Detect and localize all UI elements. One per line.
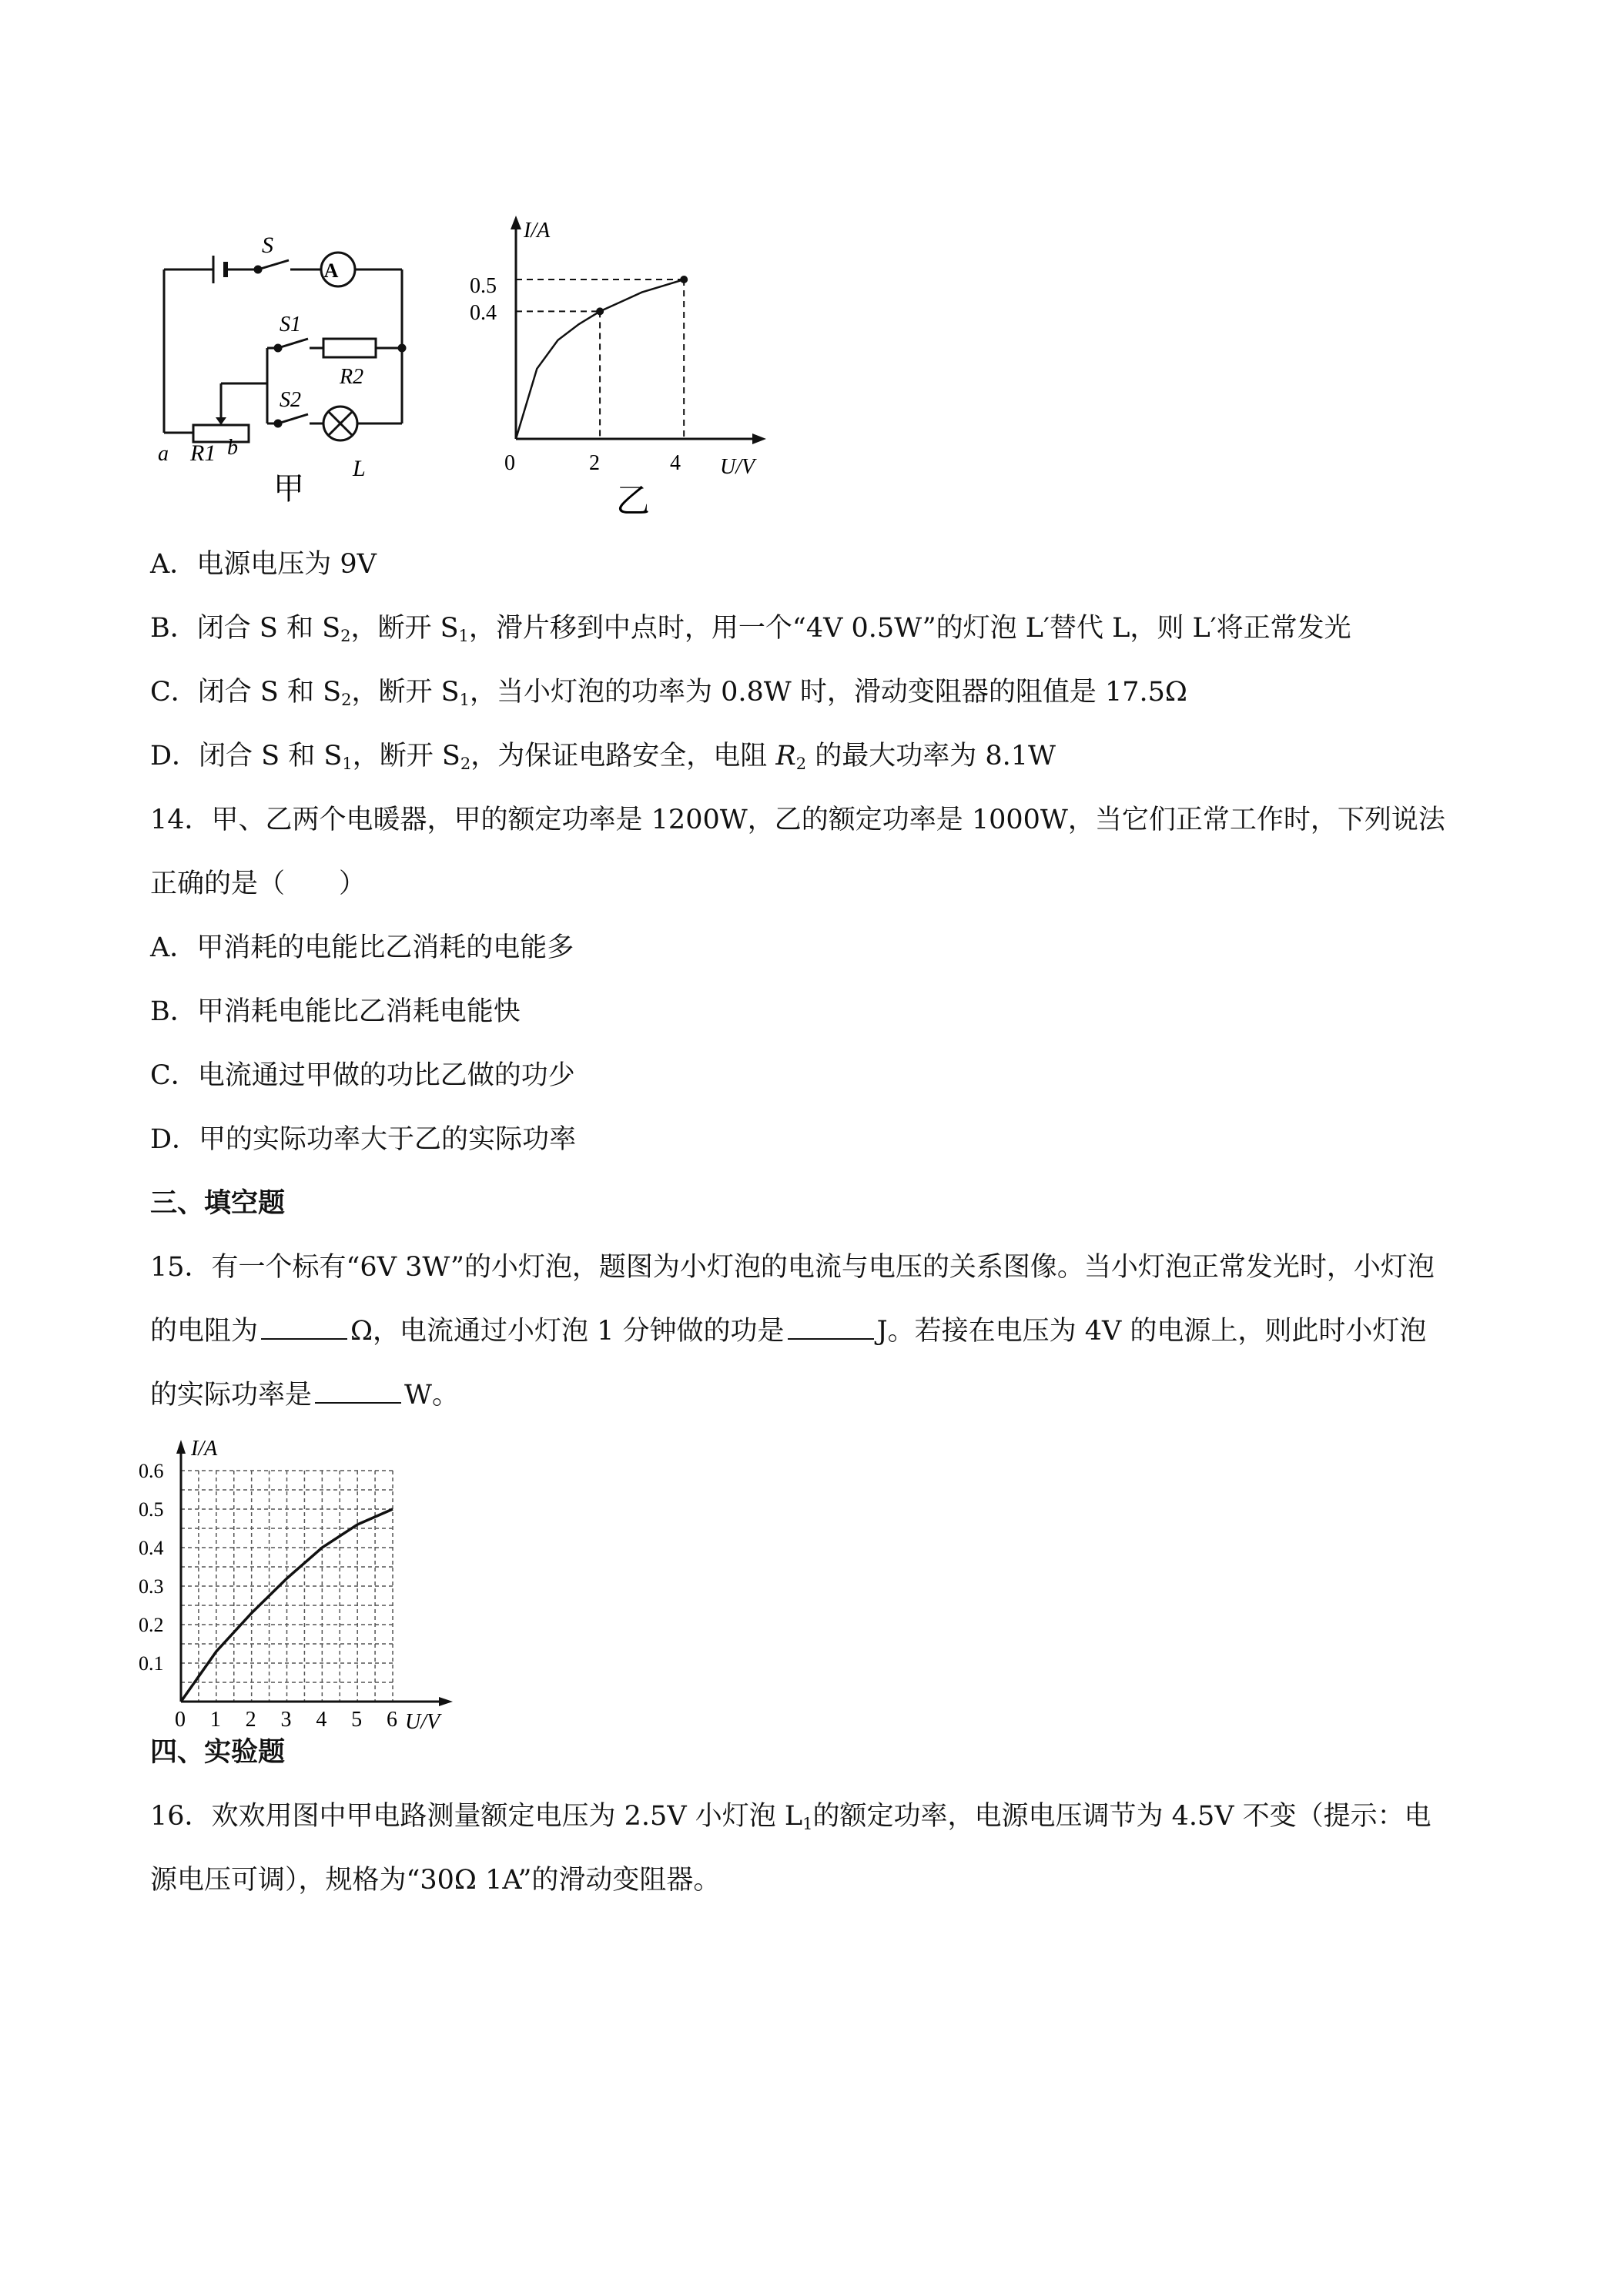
label-s1: S1: [280, 313, 301, 336]
answer-blank-power[interactable]: [315, 1379, 401, 1404]
q14-option-d: D．甲的实际功率大于乙的实际功率: [150, 1124, 577, 1155]
label-b: b: [227, 436, 238, 460]
r2-resistor: [323, 339, 376, 357]
label-s2: S2: [280, 388, 301, 412]
yi-x-label: U/V: [720, 455, 755, 479]
label-a: a: [158, 442, 169, 466]
lamp-xtick: 3: [280, 1708, 292, 1732]
yi-ytick-0.4: 0.4: [470, 301, 497, 325]
q14-option-b: B．甲消耗电能比乙消耗电能快: [150, 996, 521, 1027]
yi-y-label: I/A: [524, 219, 551, 243]
yi-point-0: [596, 307, 604, 315]
lamp-x-label: U/V: [405, 1710, 440, 1732]
q13-option-d: D．闭合 S 和 $S_1$，断开 $S_2$，为保证电路安全，电阻 $R_2$ 的最大功率为 8.1W: [150, 741, 1056, 773]
q15-line3: 的实际功率是 W。: [150, 1380, 459, 1411]
lamp-y-label: I/A: [191, 1437, 218, 1461]
yi-xtick-4: 4: [670, 451, 681, 475]
section-experiment-heading: 四、实验题: [150, 1737, 286, 1768]
r1-rheostat: [193, 425, 249, 442]
circuit-diagram: [150, 216, 427, 508]
q13-option-c: C．闭合 S 和 $S_2$，断开 $S_1$，当小灯泡的功率为 0.8W 时，滑动变阻器的阻值是 17.5Ω: [150, 677, 1187, 709]
lamp-y-arrow: [176, 1440, 186, 1454]
lamp-xtick: 0: [175, 1708, 186, 1732]
section-fill-in-heading: 三、填空题: [150, 1188, 286, 1219]
lamp-ytick: 0.1: [139, 1652, 164, 1675]
q15-line2: 的电阻为 Ω，电流通过小灯泡 1 分钟做的功是 J。若接在电压为 4V 的电源上，则此时小灯泡: [150, 1316, 1427, 1347]
lamp-xtick: 1: [209, 1708, 221, 1732]
q13-option-a: A．电源电压为 9V: [150, 549, 377, 580]
y-axis-arrow: [511, 216, 521, 229]
q16-line2: 源电压可调），规格为“30Ω 1A”的滑动变阻器。: [150, 1865, 721, 1896]
graph-yi-svg: [462, 208, 785, 516]
yi-xtick-2: 2: [589, 451, 600, 475]
yi-ytick-0.5: 0.5: [470, 274, 497, 298]
lamp-xtick: 2: [245, 1708, 256, 1732]
lamp-xtick: 6: [387, 1708, 397, 1732]
lamp-ytick: 0.2: [139, 1614, 164, 1636]
lamp-xtick: 4: [316, 1708, 327, 1732]
x-axis-arrow: [752, 433, 766, 444]
circuit-svg: [150, 216, 427, 508]
label-r2: R2: [340, 365, 364, 389]
q15-line1: 15．有一个标有“6V 3W”的小灯泡，题图为小灯泡的电流与电压的关系图像。当小灯泡正常发光时，小灯泡: [150, 1252, 1435, 1283]
lamp-xtick: 5: [351, 1708, 363, 1732]
yi-point-1: [680, 276, 688, 283]
answer-blank-work[interactable]: [788, 1315, 874, 1340]
lamp-ytick: 0.3: [139, 1575, 164, 1598]
lamp-ytick: 0.5: [139, 1498, 164, 1521]
q14-option-c: C．电流通过甲做的功比乙做的功少: [150, 1060, 575, 1091]
yi-origin: 0: [504, 451, 515, 475]
label-ammeter: A: [323, 259, 339, 282]
graph-yi: [462, 208, 785, 516]
q13-option-b: B．闭合 S 和 $S_2$，断开 $S_1$，滑片移到中点时，用一个“4V 0.5W”的灯泡 L′替代 L，则 L′将正常发光: [150, 613, 1351, 645]
caption-yi: 乙: [616, 481, 650, 516]
lamp-x-arrow: [439, 1697, 453, 1706]
label-lamp: L: [353, 456, 366, 481]
lamp-ytick: 0.6: [139, 1460, 164, 1482]
answer-blank-resistance[interactable]: [261, 1315, 347, 1340]
lamp-iu-chart: [137, 1432, 476, 1732]
label-s: S: [262, 233, 273, 258]
lamp-chart-svg: [137, 1432, 476, 1732]
q16-line1: 16．欢欢用图中甲电路测量额定电压为 2.5V 小灯泡 $L_1$的额定功率，电源电压调节为 4.5V 不变（提示：电: [150, 1801, 1431, 1833]
q14-option-a: A．甲消耗的电能比乙消耗的电能多: [150, 932, 574, 963]
lamp-ytick: 0.4: [139, 1537, 164, 1559]
caption-jia: 甲: [273, 471, 304, 507]
label-r1: R1: [190, 440, 216, 466]
q14-stem-line2: 正确的是（ ）: [150, 869, 367, 899]
q14-stem-line1: 14．甲、乙两个电暖器，甲的额定功率是 1200W，乙的额定功率是 1000W，当它们正常工作时，下列说法: [150, 805, 1445, 835]
